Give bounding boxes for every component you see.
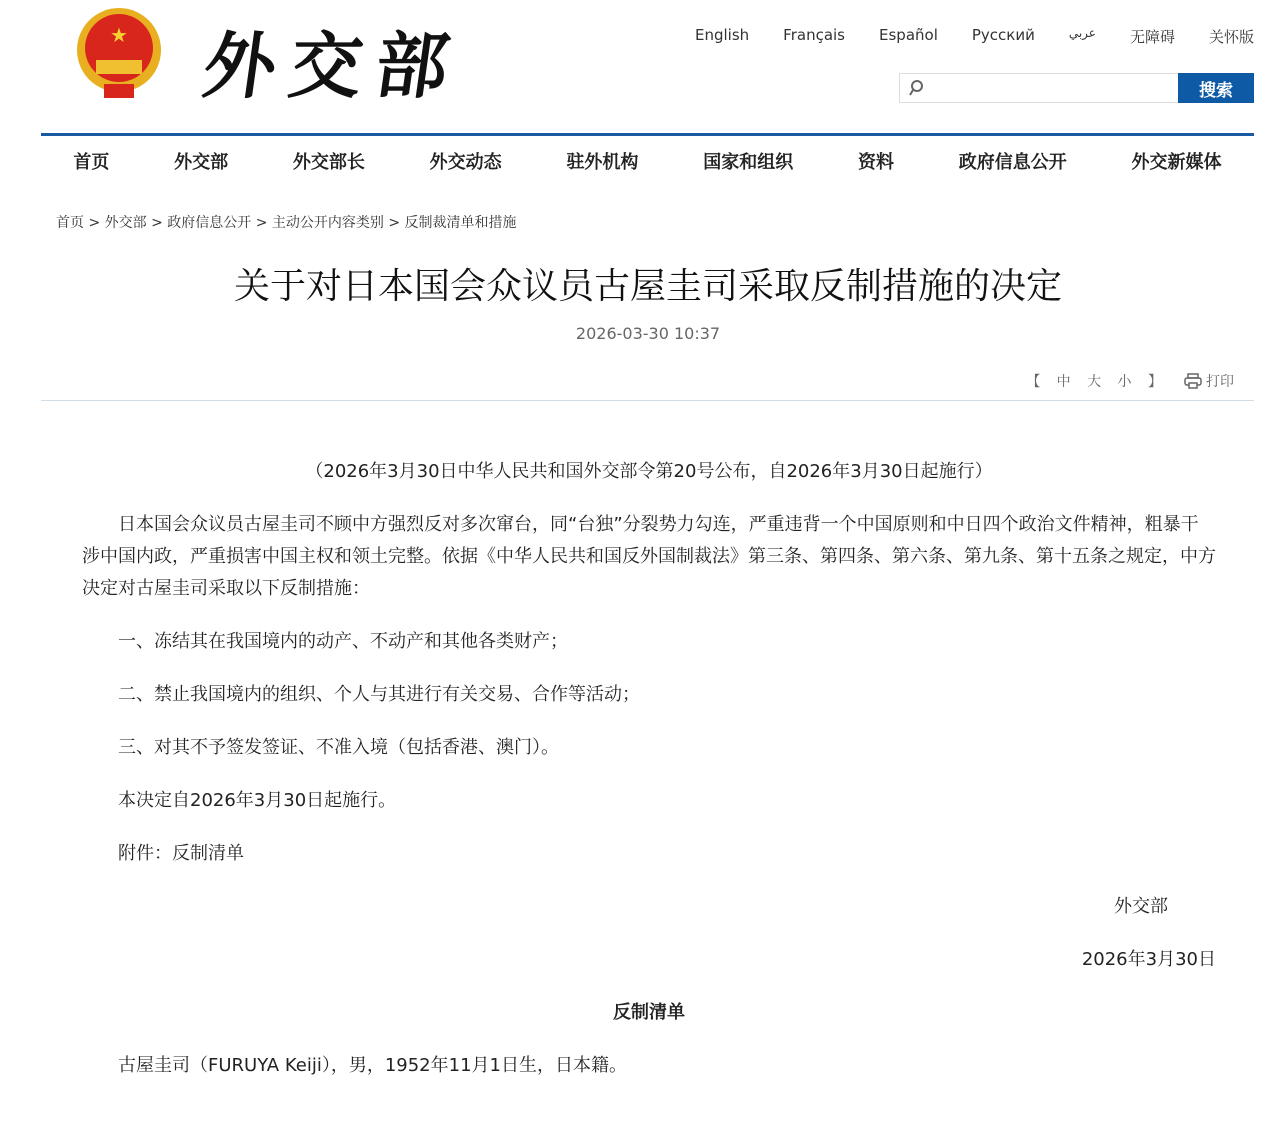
article-tools [1026,371,1234,391]
search-button[interactable]: 搜索 [1178,73,1254,103]
breadcrumb[interactable]: 首页 > 外交部 > 政府信息公开 > 主动公开内容类别 > 反制裁清单和措施 [56,215,517,231]
article-body [82,456,1216,1103]
list-title: 反制清单 [613,1002,685,1023]
printer-icon [1184,373,1202,389]
nav-diplomatic-news[interactable]: 外交动态 [429,152,502,173]
nav-minister[interactable]: 外交部长 [292,152,365,173]
measure-item: 二、禁止我国境内的组织、个人与其进行有关交易、合作等活动； [118,684,640,705]
page-title: 关于对日本国会众议员古屋圭司采取反制措施的决定 [233,266,1062,307]
nav-ministry[interactable]: 外交部 [174,152,229,173]
nav-gov-info[interactable]: 政府信息公开 [958,152,1067,173]
article-intro: 日本国会众议员古屋圭司不顾中方强烈反对多次窜台，同“台独”分裂势力勾连，严重违背一个中国原则和中日四个政治文件精神，粗暴干涉中国内政，严重损害中国主权和领土完整。依据《中华人民共和国反外国制裁法》第三条、第四条、第六条、第九条、第十五条之规定，中方决定对古屋圭司采取以下反制措施： [82,514,1216,599]
lang-french[interactable]: Français [783,26,845,44]
article-subtitle: （2026年3月30日中华人民共和国外交部令第20号公布，自2026年3月30日起施行） [305,461,993,482]
national-emblem-logo [74,6,164,102]
attachment-text: 附件：反制清单 [118,843,244,864]
elderly-mode-link[interactable]: 关怀版 [1208,28,1254,46]
lang-spanish[interactable]: Español [879,26,938,44]
main-nav [41,148,1254,174]
measure-item: 一、冻结其在我国境内的动产、不动产和其他各类财产； [118,631,568,652]
header-divider [41,133,1254,136]
effective-date-text: 本决定自2026年3月30日起施行。 [118,790,397,811]
publish-date: 2026-03-30 10:37 [575,324,721,343]
measure-item: 三、对其不予签发签证、不准入境（包括香港、澳门）。 [118,737,559,758]
title-divider [41,400,1254,401]
accessibility-link[interactable]: 无障碍 [1129,28,1175,46]
search-icon [908,79,924,97]
nav-countries[interactable]: 国家和组织 [703,152,794,173]
ministry-calligraphy-logo: 外交部 [198,23,469,108]
nav-home[interactable]: 首页 [73,152,110,173]
search-input[interactable] [900,74,1179,102]
svg-text:★: ★ [110,23,128,47]
signer: 外交部 [1114,896,1168,917]
list-entry: 古屋圭司（FURUYA Keiji），男，1952年11月1日生，日本籍。 [118,1055,627,1076]
lang-arabic[interactable]: عربي [1068,26,1096,40]
nav-new-media[interactable]: 外交新媒体 [1131,152,1222,173]
search-box [899,73,1179,103]
sign-date: 2026年3月30日 [1081,949,1216,970]
font-size-switcher[interactable]: 【 中 大 小 】 [1026,374,1168,390]
lang-english[interactable]: English [695,26,750,44]
print-button[interactable] [1184,371,1234,391]
nav-resources[interactable]: 资料 [857,152,894,173]
lang-russian[interactable]: Русский [971,26,1035,44]
print-label: 打印 [1206,374,1234,390]
nav-missions[interactable]: 驻外机构 [566,152,639,173]
language-links [695,26,1254,47]
